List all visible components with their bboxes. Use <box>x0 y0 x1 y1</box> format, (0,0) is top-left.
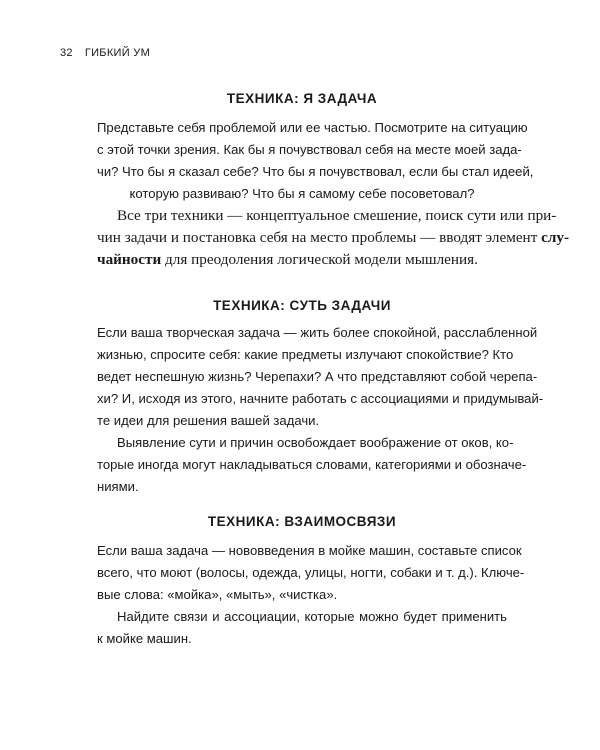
text-line: чи? Что бы я сказал себе? Что бы я почувствовал, если бы стал идеей, <box>97 164 534 179</box>
text-line: которую развиваю? Что бы я самому себе посоветовал? <box>129 186 475 201</box>
section-heading-essence: ТЕХНИКА: СУТЬ ЗАДАЧИ <box>213 298 391 313</box>
emphasis-text: чайности <box>97 251 162 268</box>
text-fragment: чин задачи и постановка себя на место проблемы — вводят элемент <box>97 229 538 246</box>
text-line: торые иногда могут накладываться словами, категориями и обозначе- <box>97 457 527 472</box>
text-line: Все три техники — концептуальное смешение, поиск сути или при- <box>117 207 557 224</box>
text-line: всего, что моют (волосы, одежда, улицы, ногти, собаки и т. д.). Ключе- <box>97 565 525 580</box>
technique-essence-text <box>97 322 544 498</box>
text-line: Если ваша задача — нововведения в мойке машин, составьте список <box>97 543 522 558</box>
text-line: с этой точки зрения. Как бы я почувствовал себя на месте моей зада- <box>97 142 522 157</box>
body-paragraph <box>97 205 570 271</box>
technique-i-am-task-text <box>97 117 534 205</box>
text-line <box>97 227 570 249</box>
text-line: Если ваша творческая задача — жить более спокойной, расслабленной <box>97 325 538 340</box>
section-heading-interconnections: ТЕХНИКА: ВЗАИМОСВЯЗИ <box>207 514 397 529</box>
text-line: ниями. <box>97 479 139 494</box>
text-line: Выявление сути и причин освобождает воображение от оков, ко- <box>117 435 514 450</box>
text-line: ведет неспешную жизнь? Черепахи? А что представляют собой черепа- <box>97 369 538 384</box>
technique-interconnections-text <box>97 540 525 650</box>
text-fragment: для преодоления логической модели мышления. <box>165 251 478 268</box>
text-line: жизнью, спросите себя: какие предметы излучают спокойствие? Кто <box>97 347 514 362</box>
text-line: к мойке машин. <box>97 631 192 646</box>
text-line: хи? И, исходя из этого, начните работать с ассоциациями и придумывай- <box>97 391 544 406</box>
emphasis-text: слу- <box>541 229 570 246</box>
text-line: Представьте себя проблемой или ее частью. Посмотрите на ситуацию <box>97 120 528 135</box>
text-line: вые слова: «мойка», «мыть», «чистка». <box>97 587 338 602</box>
text-line: те идеи для решения вашей задачи. <box>97 413 320 428</box>
page-number: 32 <box>60 47 73 59</box>
text-line: Найдите связи и ассоциации, которые можно будет применить <box>117 609 507 624</box>
running-head <box>60 47 150 59</box>
book-title: ГИБКИЙ УМ <box>84 47 151 59</box>
section-heading-i-am-task: ТЕХНИКА: Я ЗАДАЧА <box>226 91 378 106</box>
text-line <box>97 249 507 271</box>
